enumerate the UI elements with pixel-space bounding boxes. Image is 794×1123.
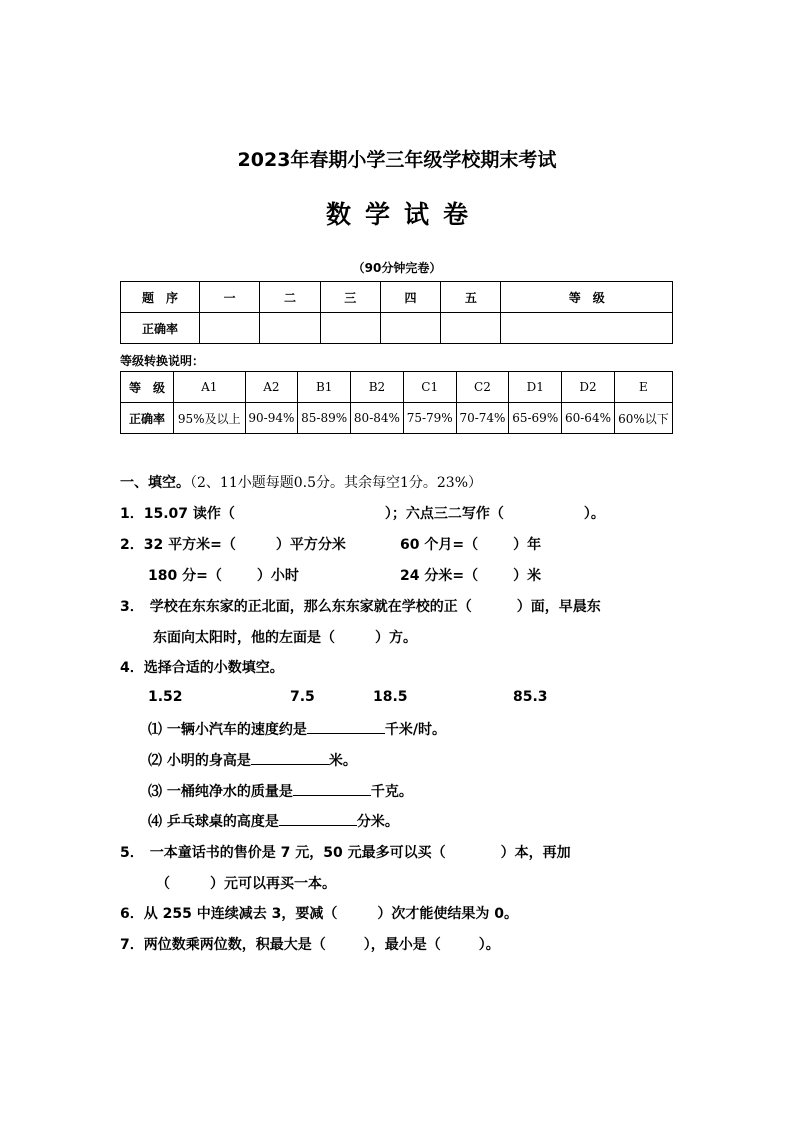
score-cell[interactable]: [200, 313, 260, 344]
question-text: 60 个月=（: [400, 537, 479, 553]
rate-cell: 80-84%: [351, 403, 404, 434]
score-table-col: 四: [380, 282, 440, 313]
question-text: 两位数乘两位数，积最大是（: [143, 937, 326, 953]
question-text: 15.07 读作（: [143, 506, 235, 522]
question-text: ），最小是（: [363, 937, 441, 953]
grade-label: 等 级: [121, 372, 174, 403]
question-text: ）元可以再买一本。: [210, 876, 336, 892]
grade-table: [120, 371, 673, 434]
decimal-option: 1.52: [148, 689, 183, 705]
question-3-line-2: [153, 627, 417, 647]
score-cell[interactable]: [441, 313, 501, 344]
exam-title: 2023年春期小学三年级学校期末考试: [237, 149, 557, 171]
score-cell[interactable]: [380, 313, 440, 344]
question-text: 180 分=（: [148, 568, 222, 584]
section-heading-note: （2、11小题每题0.5分。其余每空1分。23%）: [190, 475, 483, 491]
section-heading-label: 一、填空。: [120, 475, 190, 491]
question-text: 24 分米=（: [400, 568, 479, 584]
question-2: [120, 534, 346, 554]
question-number: 5．: [120, 845, 144, 861]
score-cell[interactable]: [320, 313, 380, 344]
grade-note: 等级转换说明：: [120, 354, 205, 368]
rate-label: 正确率: [121, 403, 174, 434]
question-text: ）。: [478, 937, 500, 953]
sub-question-mark: ⑵: [148, 753, 162, 769]
question-number: 4．: [120, 660, 144, 676]
grade-cell: E: [614, 372, 672, 403]
answer-blank[interactable]: [279, 812, 357, 826]
grade-row: [121, 372, 673, 403]
question-text: ）米: [513, 568, 542, 584]
question-number: 7．: [120, 937, 144, 953]
rate-cell: 60-64%: [562, 403, 615, 434]
score-table: [120, 281, 673, 344]
question-text: 一本童话书的售价是 7 元，50 元最多可以买（: [149, 845, 446, 861]
score-table-header-label: 题 序: [121, 282, 200, 313]
rate-cell: 75-79%: [403, 403, 456, 434]
rate-row: [121, 403, 673, 434]
question-text: 从 255 中连续减去 3，要减（: [143, 906, 338, 922]
rate-cell: 90-94%: [245, 403, 298, 434]
sub-question-text: 一桶纯净水的质量是: [166, 784, 293, 800]
decimal-option: 7.5: [290, 689, 315, 705]
sub-question-text: 一辆小汽车的速度约是: [166, 722, 307, 738]
rate-cell: 70-74%: [456, 403, 509, 434]
question-text: ）次才能使结果为 0。: [377, 906, 518, 922]
score-cell[interactable]: [501, 313, 673, 344]
score-table-col: 二: [260, 282, 320, 313]
question-text: ）小时: [256, 568, 299, 584]
grade-cell: C1: [403, 372, 456, 403]
sub-question-text: 小明的身高是: [166, 753, 251, 769]
rate-cell: 85-89%: [298, 403, 351, 434]
question-text: ）面，早晨东: [516, 599, 601, 615]
score-table-col: 等 级: [501, 282, 673, 313]
subject-title: 数学试卷: [325, 200, 482, 229]
score-table-rate-row: [121, 313, 673, 344]
answer-blank[interactable]: [307, 720, 385, 734]
question-5-line-2: [156, 873, 336, 893]
sub-question-unit: 千克。: [370, 784, 413, 800]
question-text: 32 平方米=（: [143, 537, 236, 553]
score-cell[interactable]: [260, 313, 320, 344]
rate-cell: 95%及以上: [174, 403, 246, 434]
question-text: ）本，再加: [500, 845, 571, 861]
question-number: 6．: [120, 906, 144, 922]
decimal-option: 85.3: [513, 689, 548, 705]
score-table-header-row: [121, 282, 673, 313]
question-number: 2．: [120, 537, 144, 553]
question-text: ）平方分米: [275, 537, 346, 553]
grade-cell: A2: [245, 372, 298, 403]
question-4: [120, 657, 284, 677]
sub-question: [148, 811, 399, 831]
question-text: 学校在东东家的正北面，那么东东家就在学校的正（: [149, 599, 472, 615]
question-7: [120, 934, 500, 954]
question-text: ）。: [583, 506, 605, 522]
question-3: [120, 596, 601, 616]
sub-question-unit: 米。: [328, 753, 357, 769]
question-text: （: [156, 876, 170, 892]
question-1: [120, 503, 605, 523]
decimal-option: 18.5: [373, 689, 408, 705]
grade-cell: B2: [351, 372, 404, 403]
grade-cell: C2: [456, 372, 509, 403]
grade-cell: D2: [562, 372, 615, 403]
rate-cell: 60%以下: [614, 403, 672, 434]
question-2-part-b: [400, 534, 541, 554]
sub-question: [148, 781, 413, 801]
grade-cell: B1: [298, 372, 351, 403]
section-heading: [120, 472, 482, 492]
sub-question-mark: ⑷: [148, 814, 162, 830]
question-2-part-d: [400, 565, 541, 585]
question-6: [120, 903, 518, 923]
question-text: ）；六点三二写作（: [384, 506, 504, 522]
question-number: 3．: [120, 599, 144, 615]
sub-question-unit: 分米。: [356, 814, 399, 830]
score-table-col: 一: [200, 282, 260, 313]
time-note: （90分钟完卷）: [352, 261, 442, 275]
question-text: 东面向太阳时，他的左面是（: [153, 630, 335, 646]
question-text: ）年: [513, 537, 542, 553]
sub-question-unit: 千米/时。: [384, 722, 446, 738]
question-text: 选择合适的小数填空。: [143, 660, 284, 676]
grade-cell: D1: [509, 372, 562, 403]
sub-question: [148, 719, 446, 739]
grade-cell: A1: [174, 372, 246, 403]
sub-question-mark: ⑴: [148, 722, 162, 738]
answer-blank[interactable]: [251, 751, 329, 765]
question-number: 1．: [120, 506, 144, 522]
answer-blank[interactable]: [293, 782, 371, 796]
sub-question-mark: ⑶: [148, 784, 162, 800]
score-table-row-label: 正确率: [121, 313, 200, 344]
question-text: ）方。: [375, 630, 417, 646]
score-table-col: 五: [441, 282, 501, 313]
sub-question: [148, 750, 357, 770]
sub-question-text: 乒乓球桌的高度是: [166, 814, 279, 830]
rate-cell: 65-69%: [509, 403, 562, 434]
question-2-part-c: [148, 565, 299, 585]
score-table-col: 三: [320, 282, 380, 313]
question-5: [120, 842, 571, 862]
